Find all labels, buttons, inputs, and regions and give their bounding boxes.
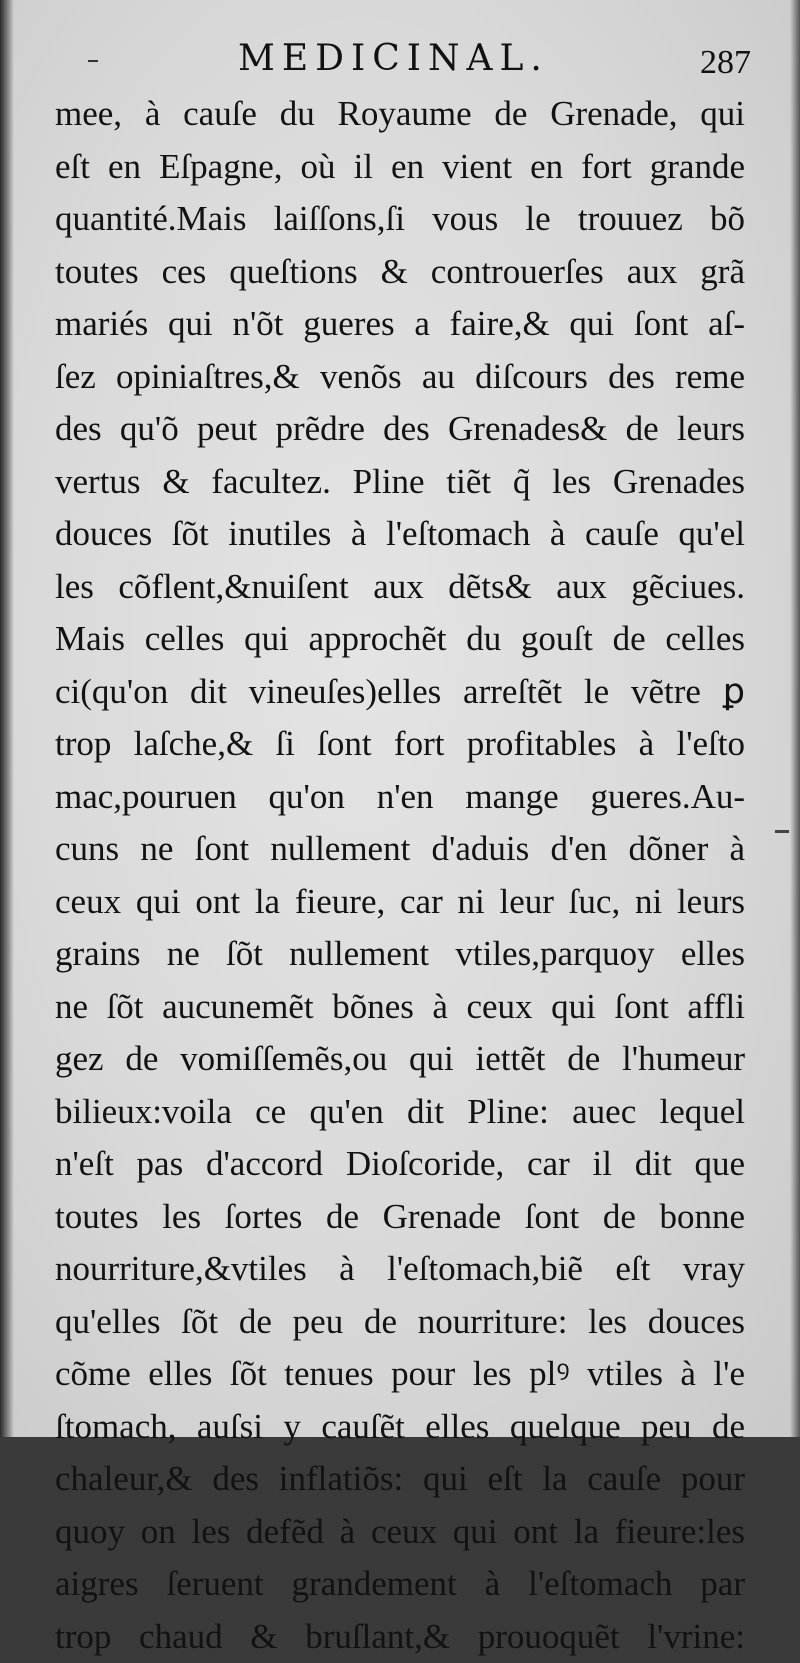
margin-dash (88, 60, 98, 62)
page-left-shadow (0, 0, 14, 1437)
text-line: quoy on les defẽd à ceux qui ont la fieure:les (55, 1506, 745, 1559)
text-line: ſez opiniaſtres,& venõs au diſcours des reme (55, 351, 745, 404)
text-line: ne ſõt aucunemẽt bõnes à ceux qui ſont affli (55, 981, 745, 1034)
text-line: douces ſõt inutiles à l'eſtomach à cauſe qu'el (55, 508, 745, 561)
text-line: les cõflent,&nuiſent aux dẽts& aux gẽciues. (55, 561, 745, 614)
text-line: mariés qui n'õt gueres a faire,& qui ſont aſ- (55, 298, 745, 351)
text-line: trop chaud & bruſlant,& prouoquẽt l'vrine: (55, 1611, 745, 1663)
text-line: eſt en Eſpagne, où il en vient en fort grande (55, 141, 745, 194)
text-line: n'eſt pas d'accord Dioſcoride, car il dit que (55, 1138, 745, 1191)
text-line: cõme elles ſõt tenues pour les plꝰ vtiles à l'e (55, 1348, 745, 1401)
text-line: nourriture,&vtiles à l'eſtomach,biẽ eſt vray (55, 1243, 745, 1296)
text-line: ſtomach, auſsi y cauſẽt elles quelque peu de (55, 1401, 745, 1454)
text-line: mac,pouruen qu'on n'en mange gueres.Au- (55, 771, 745, 824)
text-line: qu'elles ſõt de peu de nourriture: les douces (55, 1296, 745, 1349)
page-number: 287 (700, 44, 751, 82)
running-head-title: MEDICINAL. (238, 38, 549, 79)
page-right-shadow (790, 0, 800, 1437)
text-line: Mais celles qui approchẽt du gouſt de celles (55, 613, 745, 666)
text-line: des qu'õ peut prẽdre des Grenades& de leurs (55, 403, 745, 456)
body-text (55, 88, 745, 1663)
text-line: vertus & facultez. Pline tiẽt q̃ les Grenades (55, 456, 745, 509)
text-line: toutes ces queſtions & controuerſes aux grã (55, 246, 745, 299)
margin-tick (775, 830, 789, 833)
text-line: cuns ne ſont nullement d'aduis d'en dõner à (55, 823, 745, 876)
text-line: bilieux:voila ce qu'en dit Pline: auec lequel (55, 1086, 745, 1139)
text-line: gez de vomiſſemẽs,ou qui iettẽt de l'humeur (55, 1033, 745, 1086)
text-line: grains ne ſõt nullement vtiles,parquoy elles (55, 928, 745, 981)
text-line: trop laſche,& ſi ſont fort profitables à l'eſto (55, 718, 745, 771)
text-line: toutes les ſortes de Grenade ſont de bonne (55, 1191, 745, 1244)
text-line: chaleur,& des inflatiõs: qui eſt la cauſe pour (55, 1453, 745, 1506)
text-line: mee, à cauſe du Royaume de Grenade, qui (55, 88, 745, 141)
text-line: quantité.Mais laiſſons,ſi vous le trouuez bõ (55, 193, 745, 246)
text-line: ci(qu'on dit vineuſes)elles arreſtẽt le vẽtre ꝑ (55, 666, 745, 719)
text-line: ceux qui ont la fieure, car ni leur ſuc, ni leurs (55, 876, 745, 929)
running-head (0, 38, 800, 88)
text-line: aigres ſeruent grandement à l'eſtomach par (55, 1558, 745, 1611)
